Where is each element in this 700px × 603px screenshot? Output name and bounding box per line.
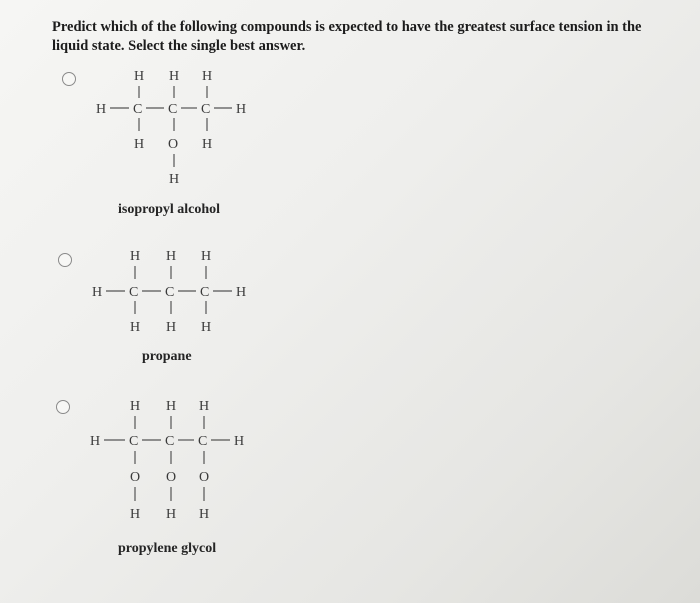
atom: H [201, 249, 212, 264]
glycol-chain-atoms [90, 434, 244, 449]
glycol-oxygen-atoms [130, 470, 209, 485]
atom: H [234, 434, 245, 449]
atom: O [199, 470, 210, 485]
atom: O [130, 470, 141, 485]
propane-top-atoms [130, 249, 211, 264]
propane-chain-atoms [92, 285, 246, 300]
atom: H [134, 69, 145, 84]
atom: H [166, 320, 177, 335]
atom: H [130, 249, 141, 264]
glycol-hydrogen-atoms [130, 507, 209, 522]
atom: H [199, 399, 210, 414]
atom: H [130, 320, 141, 335]
option-radio-isopropyl-alcohol[interactable] [62, 72, 76, 86]
atom: O [166, 470, 177, 485]
atom: O [168, 137, 179, 152]
atom: H [96, 102, 107, 117]
option-radio-propylene-glycol[interactable] [56, 400, 70, 414]
atom: C [168, 102, 178, 117]
atom: H [169, 69, 180, 84]
atom: C [198, 434, 208, 449]
isopropyl-bottom-atoms [134, 137, 212, 152]
isopropyl-chain-atoms [96, 102, 246, 117]
atom: C [129, 434, 139, 449]
atom: H [169, 172, 180, 187]
option-radio-propane[interactable] [58, 253, 72, 267]
option-label-propylene-glycol: propylene glycol [118, 541, 217, 556]
atom: C [200, 285, 210, 300]
option-label-propane: propane [142, 349, 192, 364]
atom: C [165, 434, 175, 449]
atom: C [201, 102, 211, 117]
atom: H [166, 399, 177, 414]
atom: H [201, 320, 212, 335]
atom: H [92, 285, 103, 300]
atom: C [165, 285, 175, 300]
atom: H [90, 434, 101, 449]
propane-bottom-atoms [130, 320, 211, 335]
option-label-isopropyl-alcohol: isopropyl alcohol [118, 202, 221, 217]
atom: H [130, 399, 141, 414]
atom: H [202, 137, 213, 152]
atom: H [236, 285, 247, 300]
isopropyl-top-atoms [134, 69, 212, 84]
glycol-top-atoms [130, 399, 209, 414]
atom: C [129, 285, 139, 300]
atom: H [236, 102, 247, 117]
atom: H [130, 507, 141, 522]
atom: H [199, 507, 210, 522]
atom: H [166, 249, 177, 264]
atom: H [134, 137, 145, 152]
question-text: Predict which of the following compounds is expected to have the greatest surface tension in the liquid state. Select the single best answer. [52, 19, 642, 54]
atom: C [133, 102, 143, 117]
atom: H [202, 69, 213, 84]
atom: H [166, 507, 177, 522]
